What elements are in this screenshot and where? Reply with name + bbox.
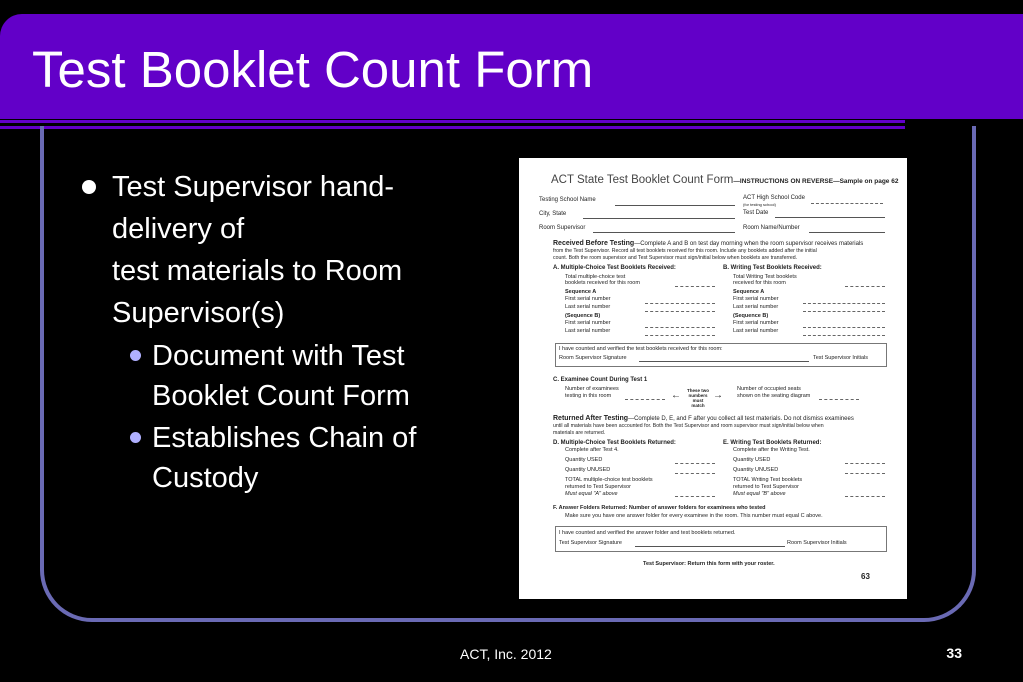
room-supervisor-label: Room Supervisor [539,225,586,231]
received-text: from the Test Supervisor. Record all test booklets received for this room. Include any booklets added after the initial [553,248,817,254]
sub-bullet-line: Booklet Count Form [152,380,410,412]
bullet-list [80,166,480,498]
hs-code-note: (for testing school) [743,202,776,207]
hs-code-line [811,203,883,204]
serial-entry [645,327,715,328]
total-w-ret-label: returned to Test Supervisor [733,484,799,490]
serial-entry [645,303,715,304]
qty-unused-label: Quantity UNUSED [733,467,779,473]
section-d-label: D. Multiple-Choice Test Booklets Returned: [553,440,676,446]
last-serial-label: Last serial number [733,304,779,310]
total-mc-ret-note: Must equal "A" above [565,491,618,497]
sub-bullet-dot-icon [130,432,141,443]
total-w-ret-label: TOTAL Writing Test booklets [733,477,803,483]
section-e-label: E. Writing Test Booklets Returned: [723,440,822,446]
room-name-label: Room Name/Number [743,225,800,231]
test-date-label: Test Date [743,210,769,216]
serial-entry [803,311,885,312]
total-mc-ret-label: TOTAL multiple-choice test booklets [565,477,653,483]
qty-entry [845,473,885,474]
total-w-ret-note: Must equal "B" above [733,491,786,497]
qty-entry [675,463,715,464]
signature-line [639,361,809,362]
first-serial-label: First serial number [565,320,611,326]
arrow-left-icon: ← [671,390,681,401]
seats-label: Number of occupied seats [737,386,801,392]
returned-text: materials are returned. [553,430,606,436]
return-note: Test Supervisor: Return this form with your roster. [643,561,775,567]
qty-entry [675,473,715,474]
section-b-label: B. Writing Test Booklets Received: [723,265,822,271]
city-state-line [583,218,735,219]
room-supervisor-line [593,232,735,233]
returned-text: until all materials have been accounted for. Both the Test Supervisor and room supervisor must sign/initial below when [553,423,824,429]
qty-used-label: Quantity USED [733,457,771,463]
sub-bullet-dot-icon [130,350,141,361]
title-rule [0,120,905,123]
booklet-count-form-image [519,158,907,599]
examinees-label: Number of examinees [565,386,619,392]
bullet-line: delivery of [112,213,245,245]
sub-bullet-line: Document with Test [152,340,405,372]
bullet-dot-icon [82,180,96,194]
sub-bullet-line: Establishes Chain of [152,422,417,454]
examinees-label: testing in this room [565,393,612,399]
form-page-number: 63 [861,572,870,581]
bullet-item [80,166,480,334]
last-serial-label: Last serial number [565,304,611,310]
arrow-right-icon: → [713,390,723,401]
section-d-sub: Complete after Test 4. [565,447,619,453]
total-w-entry [845,286,885,287]
first-serial-label: First serial number [733,296,779,302]
total-mc-label: booklets received for this room [565,280,640,286]
city-state-label: City, State [539,211,567,217]
total-entry [845,496,885,497]
bullet-line: test materials to Room [112,255,403,287]
school-name-line [615,205,735,206]
serial-entry [803,335,885,336]
verify-text: I have counted and verified the test booklets received for this room: [559,346,723,352]
test-sup-sig-label: Test Supervisor Signature [559,540,622,546]
qty-unused-label: Quantity UNUSED [565,467,611,473]
test-sup-initials-label: Test Supervisor Initials [813,355,869,361]
total-entry [675,496,715,497]
page-number: 33 [946,645,962,661]
seq-a-label: Sequence A [733,289,765,295]
total-mc-label: Total multiple-choice test [565,274,626,280]
first-serial-label: First serial number [733,320,779,326]
section-f-label: F. Answer Folders Returned: Number of answer folders for examinees who tested [553,505,766,511]
match-note: These two numbers must match [687,388,710,408]
bullet-line: Supervisor(s) [112,297,285,329]
seats-entry [819,399,859,400]
section-a-label: A. Multiple-Choice Test Booklets Received: [553,265,676,271]
seq-b-label: (Sequence B) [565,313,601,319]
qty-entry [845,463,885,464]
received-text: count. Both the room supervisor and Test Supervisor must sign/initial below when booklets are transferred. [553,255,798,261]
sub-bullet-item [120,418,480,498]
form-heading: ACT State Test Booklet Count Form—INSTRUCTIONS ON REVERSE—Sample on page 62 [551,174,899,186]
returned-heading: Returned After Testing—Complete D, E, and F after you collect all test materials. Do not dismiss examinees [553,415,854,422]
section-f-note: Make sure you have one answer folder for every examinee in the room. This number must equal C above. [565,513,823,519]
serial-entry [803,303,885,304]
footer-text: ACT, Inc. 2012 [460,646,552,662]
first-serial-label: First serial number [565,296,611,302]
bullet-line: Test Supervisor hand- [112,171,395,203]
section-c-label: C. Examinee Count During Test 1 [553,377,648,383]
school-name-label: Testing School Name [539,197,596,203]
verify-text: I have counted and verified the answer folder and test booklets returned. [559,530,736,536]
sub-bullet-line: Custody [152,462,259,494]
sub-bullet-item [120,336,480,416]
seats-label: shown on the seating diagram [737,393,811,399]
examinees-entry [625,399,665,400]
last-serial-label: Last serial number [733,328,779,334]
received-heading: Received Before Testing—Complete A and B on test day morning when the room supervisor receives materials [553,240,864,247]
room-sup-initials-label: Room Supervisor Initials [787,540,847,546]
total-mc-entry [675,286,715,287]
seq-b-label: (Sequence B) [733,313,769,319]
seq-a-label: Sequence A [565,289,597,295]
total-w-label: received for this room [733,280,786,286]
serial-entry [645,311,715,312]
total-mc-ret-label: returned to Test Supervisor [565,484,631,490]
serial-entry [803,327,885,328]
test-date-line [775,217,885,218]
room-name-line [809,232,885,233]
last-serial-label: Last serial number [565,328,611,334]
serial-entry [645,335,715,336]
total-w-label: Total Writing Test booklets [733,274,797,280]
signature-line [635,546,785,547]
hs-code-label: ACT High School Code [743,195,805,201]
slide-title: Test Booklet Count Form [32,41,594,98]
section-e-sub: Complete after the Writing Test. [733,447,810,453]
room-sup-sig-label: Room Supervisor Signature [559,355,627,361]
qty-used-label: Quantity USED [565,457,603,463]
